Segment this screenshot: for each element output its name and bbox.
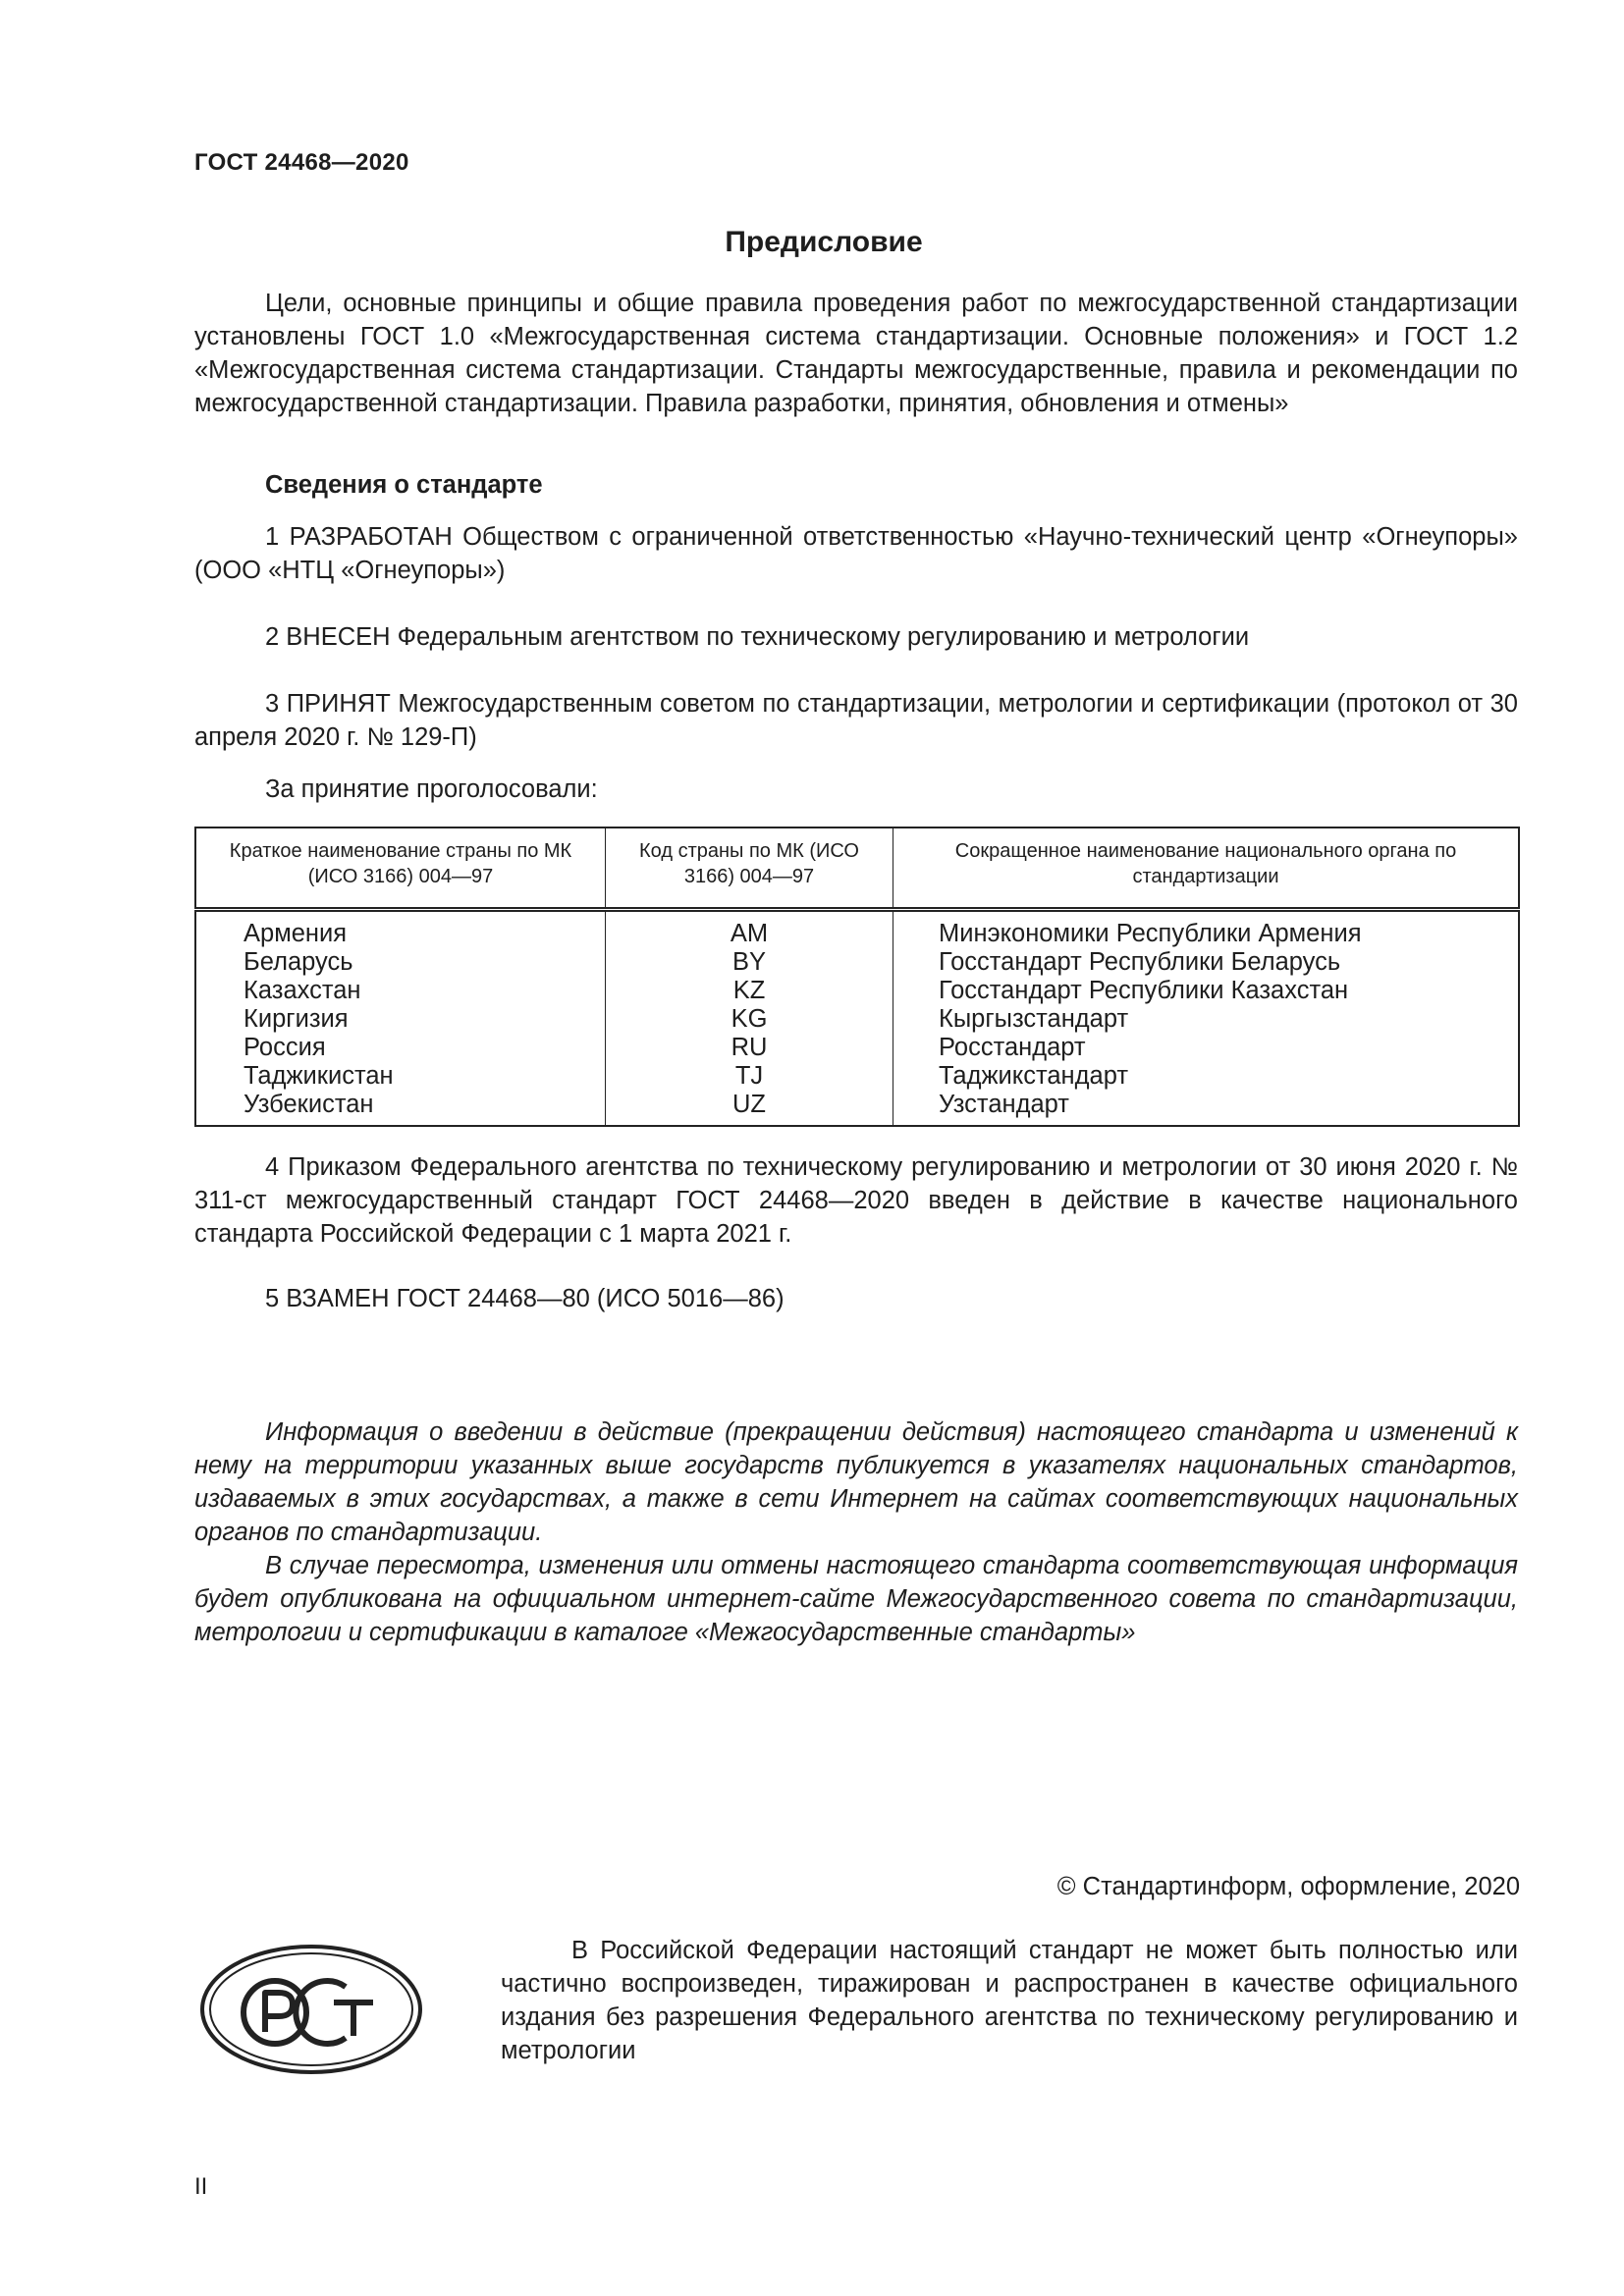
item-4: 4 Приказом Федерального агентства по техническому регулированию и метрологии от 30 июня 2020 г. № 311-ст межгосударственный стандарт ГОСТ 24468—2020 введен в действие в качестве национального стандарта Российской Федерации с 1 марта 2021 г. — [194, 1153, 1518, 1248]
item-2: 2 ВНЕСЕН Федеральным агентством по техническому регулированию и метрологии — [265, 623, 1250, 651]
item-4-block — [194, 1150, 1518, 1251]
country-cell: Таджикистан — [244, 1062, 394, 1090]
copyright-line: © Стандартинформ, оформление, 2020 — [1056, 1873, 1520, 1900]
country-cell: Киргизия — [244, 1005, 349, 1033]
body-cell: Госстандарт Республики Казахстан — [939, 977, 1349, 1004]
item-1-block — [194, 520, 1518, 587]
body-column — [893, 910, 1520, 1127]
country-cell: Узбекистан — [244, 1091, 374, 1118]
body-cell: Росстандарт — [939, 1034, 1086, 1061]
column-header-code: Код страны по МК (ИСО 3166) 004—97 — [606, 828, 893, 910]
info-heading: Сведения о стандарте — [265, 471, 543, 499]
body-cell: Минэкономики Республики Армения — [939, 920, 1362, 947]
body-cell: Госстандарт Республики Беларусь — [939, 948, 1341, 976]
code-column — [606, 910, 893, 1127]
code-cell: KG — [731, 1005, 768, 1033]
page-number: II — [194, 2173, 208, 2200]
reproduction-notice-block — [501, 1934, 1518, 2067]
page-title: Предисловие — [725, 226, 923, 258]
info-text-2: В случае пересмотра, изменения или отмены настоящего стандарта соответствующая информация будет опубликована на официальном интернет-сайте Межгосударственного совета по стандартизации, метрологии и сертификации в каталоге «Межгосударственные стандарты» — [194, 1552, 1518, 1646]
item-3: 3 ПРИНЯТ Межгосударственным советом по стандартизации, метрологии и сертификации (протокол от 30 апреля 2020 г. № 129-П) — [194, 690, 1518, 751]
rst-logo — [198, 1942, 424, 2077]
country-column — [195, 910, 606, 1127]
item-1: 1 РАЗРАБОТАН Обществом с ограниченной ответственностью «Научно-технический центр «Огнеупоры» (ООО «НТЦ «Огнеупоры») — [194, 523, 1518, 584]
code-cell: KZ — [732, 977, 766, 1004]
item-5: 5 ВЗАМЕН ГОСТ 24468—80 (ИСО 5016—86) — [265, 1285, 785, 1312]
reproduction-notice: В Российской Федерации настоящий стандарт не может быть полностью или частично воспроизведен, тиражирован и распространен в качестве официального издания без разрешения Федерального агентства по техническому регулированию и метрологии — [501, 1937, 1518, 2064]
table-body-row — [195, 910, 1519, 1127]
country-cell: Армения — [244, 920, 348, 947]
column-header-body: Сокращенное наименование национального органа по стандартизации — [893, 828, 1520, 910]
vote-label: За принятие проголосовали: — [265, 775, 598, 803]
body-cell: Кыргызстандарт — [939, 1005, 1129, 1033]
column-header-country: Краткое наименование страны по МК (ИСО 3166) 004—97 — [195, 828, 606, 910]
info-notice-block — [194, 1415, 1518, 1649]
intro-paragraph: Цели, основные принципы и общие правила проведения работ по межгосударственной стандартизации установлены ГОСТ 1.0 «Межгосударственная система стандартизации. Основные положения» и ГОСТ 1.2 «Межгосударственная система стандартизации. Стандарты межгосударственные, правила и рекомендации по межгосударственной стандартизации. Правила разработки, принятия, обновления и отмены» — [194, 290, 1518, 417]
info-text-1: Информация о введении в действие (прекращении действия) настоящего стандарта и изменений к нему на территории указанных выше государств публикуется в указателях национальных стандартов, издаваемых в этих государствах, а также в сети Интернет на сайтах соответствующих национальных органов по стандартизации. — [194, 1418, 1518, 1546]
code-cell: BY — [731, 948, 767, 976]
country-cell: Казахстан — [244, 977, 361, 1004]
code-cell: AM — [730, 920, 769, 947]
code-cell: UZ — [732, 1091, 766, 1118]
standard-code-header: ГОСТ 24468—2020 — [194, 149, 409, 176]
code-cell: RU — [731, 1034, 768, 1061]
country-cell: Беларусь — [244, 948, 353, 976]
voting-table — [194, 827, 1520, 1127]
intro-paragraph-block — [194, 287, 1518, 420]
item-3-block — [194, 687, 1518, 754]
item-5-block — [194, 1282, 1518, 1315]
body-cell: Узстандарт — [939, 1091, 1069, 1118]
code-cell: TJ — [734, 1062, 764, 1090]
table-header-row — [195, 828, 1519, 910]
item-2-block — [194, 620, 1518, 654]
country-cell: Россия — [244, 1034, 326, 1061]
body-cell: Таджикстандарт — [939, 1062, 1129, 1090]
